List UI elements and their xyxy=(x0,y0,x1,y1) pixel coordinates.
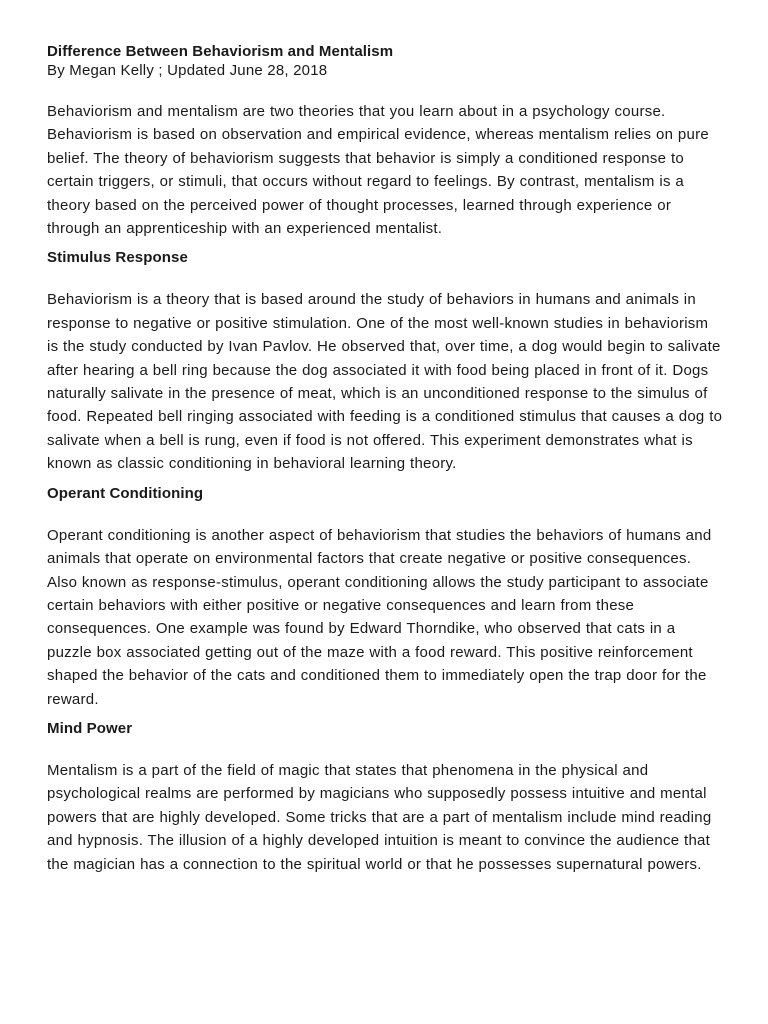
section-heading-operant-conditioning: Operant Conditioning xyxy=(47,484,204,502)
section-heading-stimulus-response: Stimulus Response xyxy=(47,249,188,267)
intro-paragraph: Behaviorism and mentalism are two theories that you learn about in a psychology course. Behaviorism is based on observation and empirical evidence, whereas mentalism relies on pure belief. The theory of behaviorism suggests that behavior is simply a conditioned response to certain triggers, or stimuli, that occurs without regard to feelings. By contrast, mentalism is a theory based on the perceived power of thought processes, learned through experience or through an apprenticeship with an experienced mentalist. xyxy=(47,103,709,238)
section-body-stimulus-response: Behaviorism is a theory that is based around the study of behaviors in humans and animals in response to negative or positive stimulation. One of the most well-known studies in behaviorism is the study conducted by Ivan Pavlov. He observed that, over time, a dog would begin to salivate after hearing a bell ring because the dog associated it with food being placed in front of it. Dogs naturally salivate in the presence of meat, which is an unconditioned response to the simulus of food. Repeated bell ringing associated with feeding is a conditioned stimulus that causes a dog to salivate when a bell is rung, even if food is not offered. This experiment demonstrates what is known as classic conditioning in behavioral learning theory. xyxy=(47,291,723,473)
page-title: Difference Between Behaviorism and Mentalism xyxy=(47,43,394,60)
section-heading-mind-power: Mind Power xyxy=(47,719,133,737)
section-body-mind-power: Mentalism is a part of the field of magic that states that phenomena in the physical and psychological realms are performed by magicians who supposedly possess intuitive and mental powers that are highly developed. Some tricks that are a part of mentalism include mind reading and hypnosis. The illusion of a highly developed intuition is meant to convince the audience that the magician has a connection to the spiritual world or that he possesses supernatural powers. xyxy=(47,761,712,873)
byline: By Megan Kelly ; Updated June 28, 2018 xyxy=(47,62,328,79)
section-body-operant-conditioning: Operant conditioning is another aspect of behaviorism that studies the behaviors of humans and animals that operate on environmental factors that create negative or positive consequences. Also known as response-stimulus, operant conditioning allows the study participant to associate certain behaviors with either positive or negative consequences and learn from these consequences. One example was found by Edward Thorndike, who observed that cats in a puzzle box associated getting out of the maze with a food reward. This positive reinforcement shaped the behavior of the cats and conditioned them to immediately open the trap door for the reward. xyxy=(47,526,712,708)
